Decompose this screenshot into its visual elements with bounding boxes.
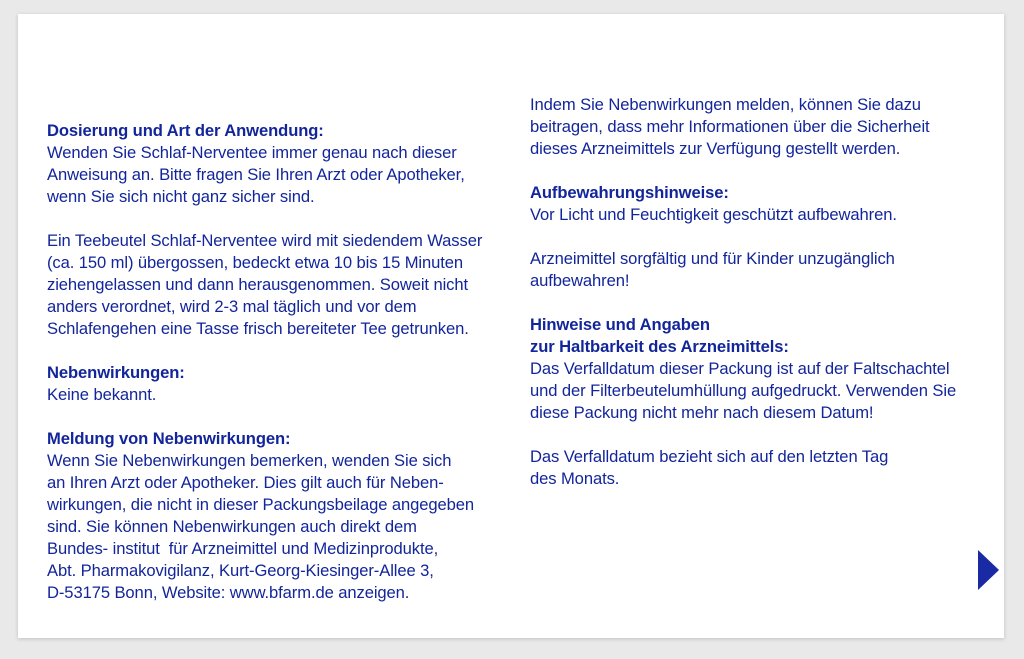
section-meldung: [47, 428, 497, 604]
text-line: Wenn Sie Nebenwirkungen bemerken, wenden Sie sich: [47, 451, 452, 470]
section-dosierung: [47, 120, 497, 208]
text-line: und der Filterbeutelumhüllung aufgedruckt. Verwenden Sie: [530, 381, 957, 400]
text-line: des Monats.: [530, 469, 620, 488]
text-line: aufbewahren!: [530, 271, 630, 290]
text-line: wirkungen, die nicht in dieser Packungsbeilage angegeben: [47, 495, 475, 514]
text-line: ziehengelassen und dann herausgenommen. Soweit nicht: [47, 275, 468, 294]
left-column: [47, 120, 497, 626]
section-melden: [530, 94, 990, 160]
text-line: diese Packung nicht mehr nach diesem Datum!: [530, 403, 874, 422]
text-line: Wenden Sie Schlaf-Nerventee immer genau nach dieser: [47, 143, 457, 162]
text-line: Das Verfalldatum bezieht sich auf den letzten Tag: [530, 447, 889, 466]
leaflet-page: [18, 14, 1004, 638]
text-line: Arzneimittel sorgfältig und für Kinder unzugänglich: [530, 249, 895, 268]
section-kinder: [530, 248, 990, 292]
heading-meldung: Meldung von Nebenwirkungen:: [47, 429, 291, 448]
heading-dosierung: Dosierung und Art der Anwendung:: [47, 121, 324, 140]
text-line: an Ihren Arzt oder Apotheker. Dies gilt auch für Neben-: [47, 473, 444, 492]
text-line: Anweisung an. Bitte fragen Sie Ihren Arzt oder Apotheker,: [47, 165, 465, 184]
text-line: wenn Sie sich nicht ganz sicher sind.: [47, 187, 315, 206]
right-column: [530, 94, 990, 512]
text-line: Keine bekannt.: [47, 385, 157, 404]
section-verfalldatum: [530, 446, 990, 490]
text-line: sind. Sie können Nebenwirkungen auch direkt dem: [47, 517, 417, 536]
text-line: (ca. 150 ml) übergossen, bedeckt etwa 10 bis 15 Minuten: [47, 253, 464, 272]
text-line: Bundes- institut für Arzneimittel und Medizinprodukte,: [47, 539, 439, 558]
text-line: Das Verfalldatum dieser Packung ist auf der Faltschachtel: [530, 359, 950, 378]
text-line: Ein Teebeutel Schlaf-Nerventee wird mit siedendem Wasser: [47, 231, 483, 250]
text-line: Abt. Pharmakovigilanz, Kurt-Georg-Kiesinger-Allee 3,: [47, 561, 434, 580]
text-line: Schlafengehen eine Tasse frisch bereiteter Tee getrunken.: [47, 319, 469, 338]
heading-haltbarkeit: Hinweise und Angaben: [530, 315, 710, 334]
section-nebenwirkungen: [47, 362, 497, 406]
heading-aufbewahrung: Aufbewahrungshinweise:: [530, 183, 729, 202]
text-line: D-53175 Bonn, Website: www.bfarm.de anzeigen.: [47, 583, 410, 602]
section-haltbarkeit: [530, 314, 990, 424]
text-line: dieses Arzneimittels zur Verfügung gestellt werden.: [530, 139, 901, 158]
text-line: Indem Sie Nebenwirkungen melden, können Sie dazu: [530, 95, 921, 114]
heading-nebenwirkungen: Nebenwirkungen:: [47, 363, 185, 382]
heading-haltbarkeit: zur Haltbarkeit des Arzneimittels:: [530, 337, 789, 356]
text-line: anders verordnet, wird 2-3 mal täglich und vor dem: [47, 297, 417, 316]
section-aufbewahrung: [530, 182, 990, 226]
triangle-right-icon[interactable]: [978, 550, 999, 590]
text-line: Vor Licht und Feuchtigkeit geschützt aufbewahren.: [530, 205, 897, 224]
section-teebeutel: [47, 230, 497, 340]
text-line: beitragen, dass mehr Informationen über die Sicherheit: [530, 117, 930, 136]
